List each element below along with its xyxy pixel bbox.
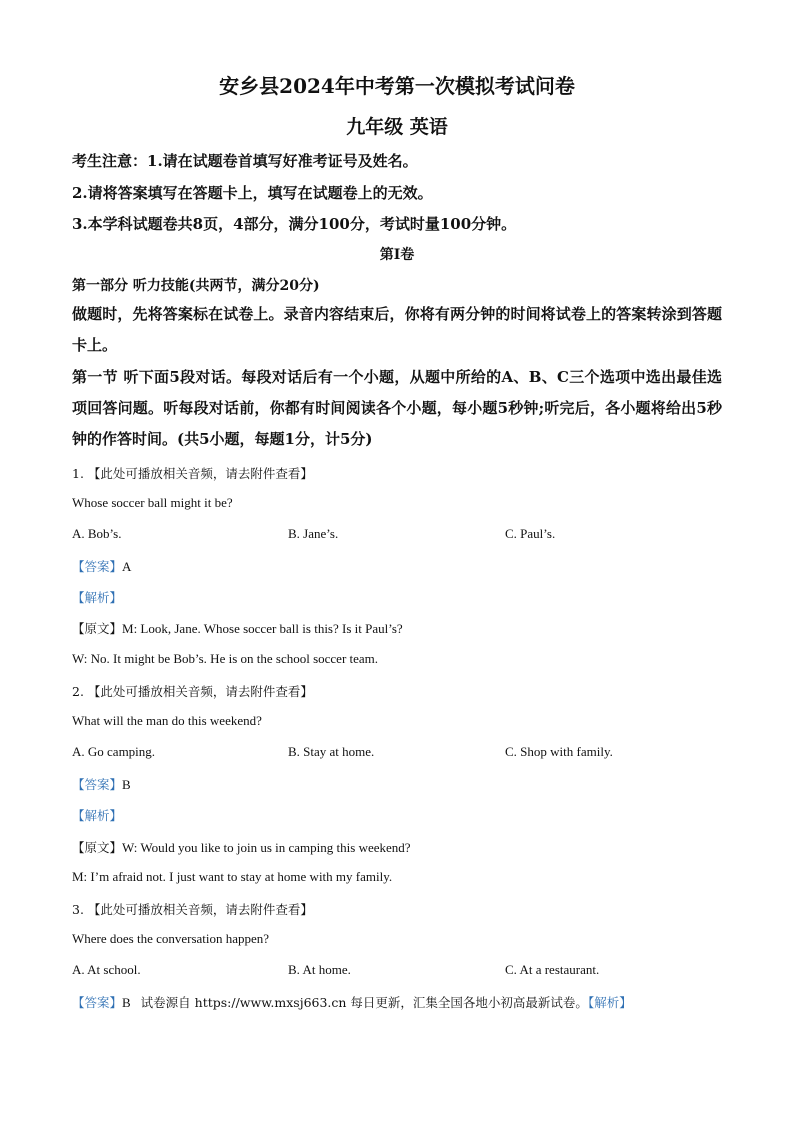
answer-tag: 【答案】 [72, 995, 123, 1010]
original-tag: 【原文】 [72, 621, 123, 636]
exam-title: 安乡县2024年中考第一次模拟考试问卷 [219, 74, 575, 98]
volume-label: 第I卷 [379, 247, 415, 263]
audio-note: 【此处可播放相关音频，请去附件查看】 [87, 466, 313, 481]
q1-option-b: B. Jane’s. [288, 526, 339, 541]
q1-option-a: A. Bob’s. [72, 526, 122, 541]
q1-option-c: C. Paul’s. [505, 526, 556, 541]
part1-heading: 第一部分 听力技能(共两节，满分20分) [72, 278, 320, 294]
question-3-text: Where does the conversation happen? [72, 931, 270, 946]
q2-answer [72, 775, 131, 793]
q2-option-c: C. Shop with family. [505, 744, 613, 759]
q1-original-2: W: No. It might be Bob’s. He is on the school soccer team. [72, 651, 379, 666]
question-3-header [72, 900, 313, 918]
exam-subtitle: 九年级 英语 [346, 116, 448, 138]
original-text: M: Look, Jane. Whose soccer ball is this? Is it Paul’s? [122, 621, 403, 636]
note-line-3: 3.本学科试题卷共8页，4部分，满分100分，考试时量100分钟。 [72, 215, 517, 233]
original-text: W: Would you like to join us in camping this weekend? [122, 840, 411, 855]
q3-answer [72, 993, 632, 1011]
original-tag: 【原文】 [72, 840, 123, 855]
q1-analysis-tag: 【解析】 [72, 590, 123, 605]
q3-option-b: B. At home. [288, 962, 351, 977]
q2-analysis-tag: 【解析】 [72, 808, 123, 823]
audio-note: 【此处可播放相关音频，请去附件查看】 [87, 902, 313, 917]
question-number: 1. [72, 466, 84, 481]
q2-option-b: B. Stay at home. [288, 744, 375, 759]
question-1-text: Whose soccer ball might it be? [72, 495, 233, 510]
section1-instruction: 第一节 听下面5段对话。每段对话后有一个小题，从题中所给的A、B、C三个选项中选出最佳选项回答问题。听每段对话前，你都有时间阅读各个小题，每小题5秒钟;听完后，各小题将给出5秒钟的作答时间。(共5小题，每题1分，计5分) [72, 368, 722, 448]
question-1-header [72, 464, 313, 482]
audio-note: 【此处可播放相关音频，请去附件查看】 [87, 684, 313, 699]
note-line-1: 考生注意：1.请在试题卷首填写好准考证号及姓名。 [72, 152, 418, 170]
answer-tag: 【答案】 [72, 777, 123, 792]
part1-instruction: 做题时，先将答案标在试卷上。录音内容结束后，你将有两分钟的时间将试卷上的答案转涂到答题卡上。 [72, 305, 722, 354]
question-number: 2. [72, 684, 84, 699]
answer-tag: 【答案】 [72, 559, 123, 574]
question-number: 3. [72, 902, 84, 917]
q2-original-2: M: I’m afraid not. I just want to stay at home with my family. [72, 869, 393, 884]
answer-value: A [122, 559, 132, 574]
answer-value: B [122, 995, 131, 1010]
q1-answer [72, 557, 131, 575]
question-2-text: What will the man do this weekend? [72, 713, 262, 728]
q2-option-a: A. Go camping. [72, 744, 156, 759]
analysis-tag: 【解析】 [587, 995, 632, 1010]
q3-option-a: A. At school. [72, 962, 141, 977]
q2-original-1 [72, 838, 411, 856]
q3-option-c: C. At a restaurant. [505, 962, 600, 977]
question-2-header [72, 682, 313, 700]
q1-original-1 [72, 619, 403, 637]
note-line-2: 2.请将答案填写在答题卡上，填写在试题卷上的无效。 [72, 184, 433, 202]
source-footer-text: 试卷源自 https://www.mxsj663.cn 每日更新，汇集全国各地小初高最新试卷。 [140, 995, 588, 1010]
answer-value: B [122, 777, 131, 792]
